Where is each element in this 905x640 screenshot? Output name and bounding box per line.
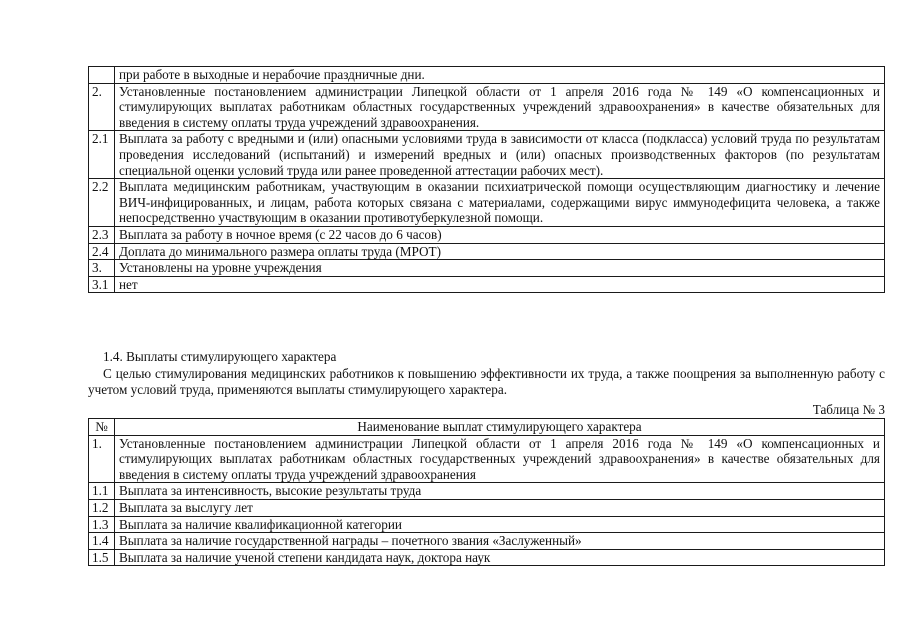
row-number: 1.3 <box>89 516 115 533</box>
row-text: Выплата за наличие квалификационной категории <box>115 516 885 533</box>
row-text: Доплата до минимального размера оплаты труда (МРОТ) <box>115 243 885 260</box>
row-number: 1.4 <box>89 533 115 550</box>
table-row <box>89 533 885 550</box>
section-paragraph: С целью стимулирования медицинских работников к повышению эффективности их труда, а также поощрения за выполненную работу с учетом условий труда, применяются выплаты стимулирующего характера. <box>88 366 885 397</box>
row-number <box>89 67 115 84</box>
column-header-number: № <box>89 419 115 436</box>
row-number: 2. <box>89 83 115 131</box>
table-row <box>89 435 885 483</box>
row-text: Выплата за выслугу лет <box>115 499 885 516</box>
row-number: 1.2 <box>89 499 115 516</box>
table-row <box>89 226 885 243</box>
incentive-payments-table <box>88 418 885 566</box>
row-text: нет <box>115 276 885 293</box>
row-number: 3.1 <box>89 276 115 293</box>
row-number: 3. <box>89 260 115 277</box>
row-text: Выплата за интенсивность, высокие результаты труда <box>115 483 885 500</box>
table-caption: Таблица № 3 <box>812 402 885 417</box>
table-row <box>89 260 885 277</box>
row-number: 1.5 <box>89 549 115 566</box>
table-row <box>89 67 885 84</box>
row-text: Установленные постановлением администрации Липецкой области от 1 апреля 2016 года № 149 «О компенсационных и стимулирующих выплатах работникам областных государственных учреждений здравоохранения» в качестве обязательных для введения в систему оплаты труда учреждений здравоохранения. <box>115 83 885 131</box>
row-text: Установлены на уровне учреждения <box>115 260 885 277</box>
table-header-row <box>89 419 885 436</box>
table-row <box>89 179 885 227</box>
row-text: при работе в выходные и нерабочие праздничные дни. <box>115 67 885 84</box>
table-row <box>89 83 885 131</box>
row-number: 1. <box>89 435 115 483</box>
section-heading: 1.4. Выплаты стимулирующего характера <box>103 349 337 364</box>
table-row <box>89 131 885 179</box>
row-text: Выплата за наличие государственной награды – почетного звания «Заслуженный» <box>115 533 885 550</box>
row-number: 1.1 <box>89 483 115 500</box>
table-row <box>89 549 885 566</box>
row-text: Установленные постановлением администрации Липецкой области от 1 апреля 2016 года № 149 «О компенсационных и стимулирующих выплатах работникам областных государственных учреждений здравоохранения» в качестве обязательных для введения в систему оплаты труда учреждений здравоохранения <box>115 435 885 483</box>
table-row <box>89 243 885 260</box>
row-number: 2.4 <box>89 243 115 260</box>
table-row <box>89 276 885 293</box>
row-text: Выплата за наличие ученой степени кандидата наук, доктора наук <box>115 549 885 566</box>
compensation-payments-table <box>88 66 885 293</box>
row-text: Выплата за работу в ночное время (с 22 часов до 6 часов) <box>115 226 885 243</box>
row-text: Выплата медицинским работникам, участвующим в оказании психиатрической помощи осуществляющим диагностику и лечение ВИЧ-инфицированных, и лицам, работа которых связана с материалами, содержащими вирус иммунодефицита человека, а также непосредственно участвующим в оказании противотуберкулезной помощи. <box>115 179 885 227</box>
row-number: 2.2 <box>89 179 115 227</box>
row-number: 2.1 <box>89 131 115 179</box>
row-number: 2.3 <box>89 226 115 243</box>
table-row <box>89 483 885 500</box>
table-row <box>89 499 885 516</box>
row-text: Выплата за работу с вредными и (или) опасными условиями труда в зависимости от класса (подкласса) условий труда по результатам проведения исследований (испытаний) и измерений вредных и (или) опасных производственных факторов (по результатам специальной оценки условий труда или ранее проведенной аттестации рабочих мест). <box>115 131 885 179</box>
column-header-name: Наименование выплат стимулирующего характера <box>115 419 885 436</box>
table-row <box>89 516 885 533</box>
